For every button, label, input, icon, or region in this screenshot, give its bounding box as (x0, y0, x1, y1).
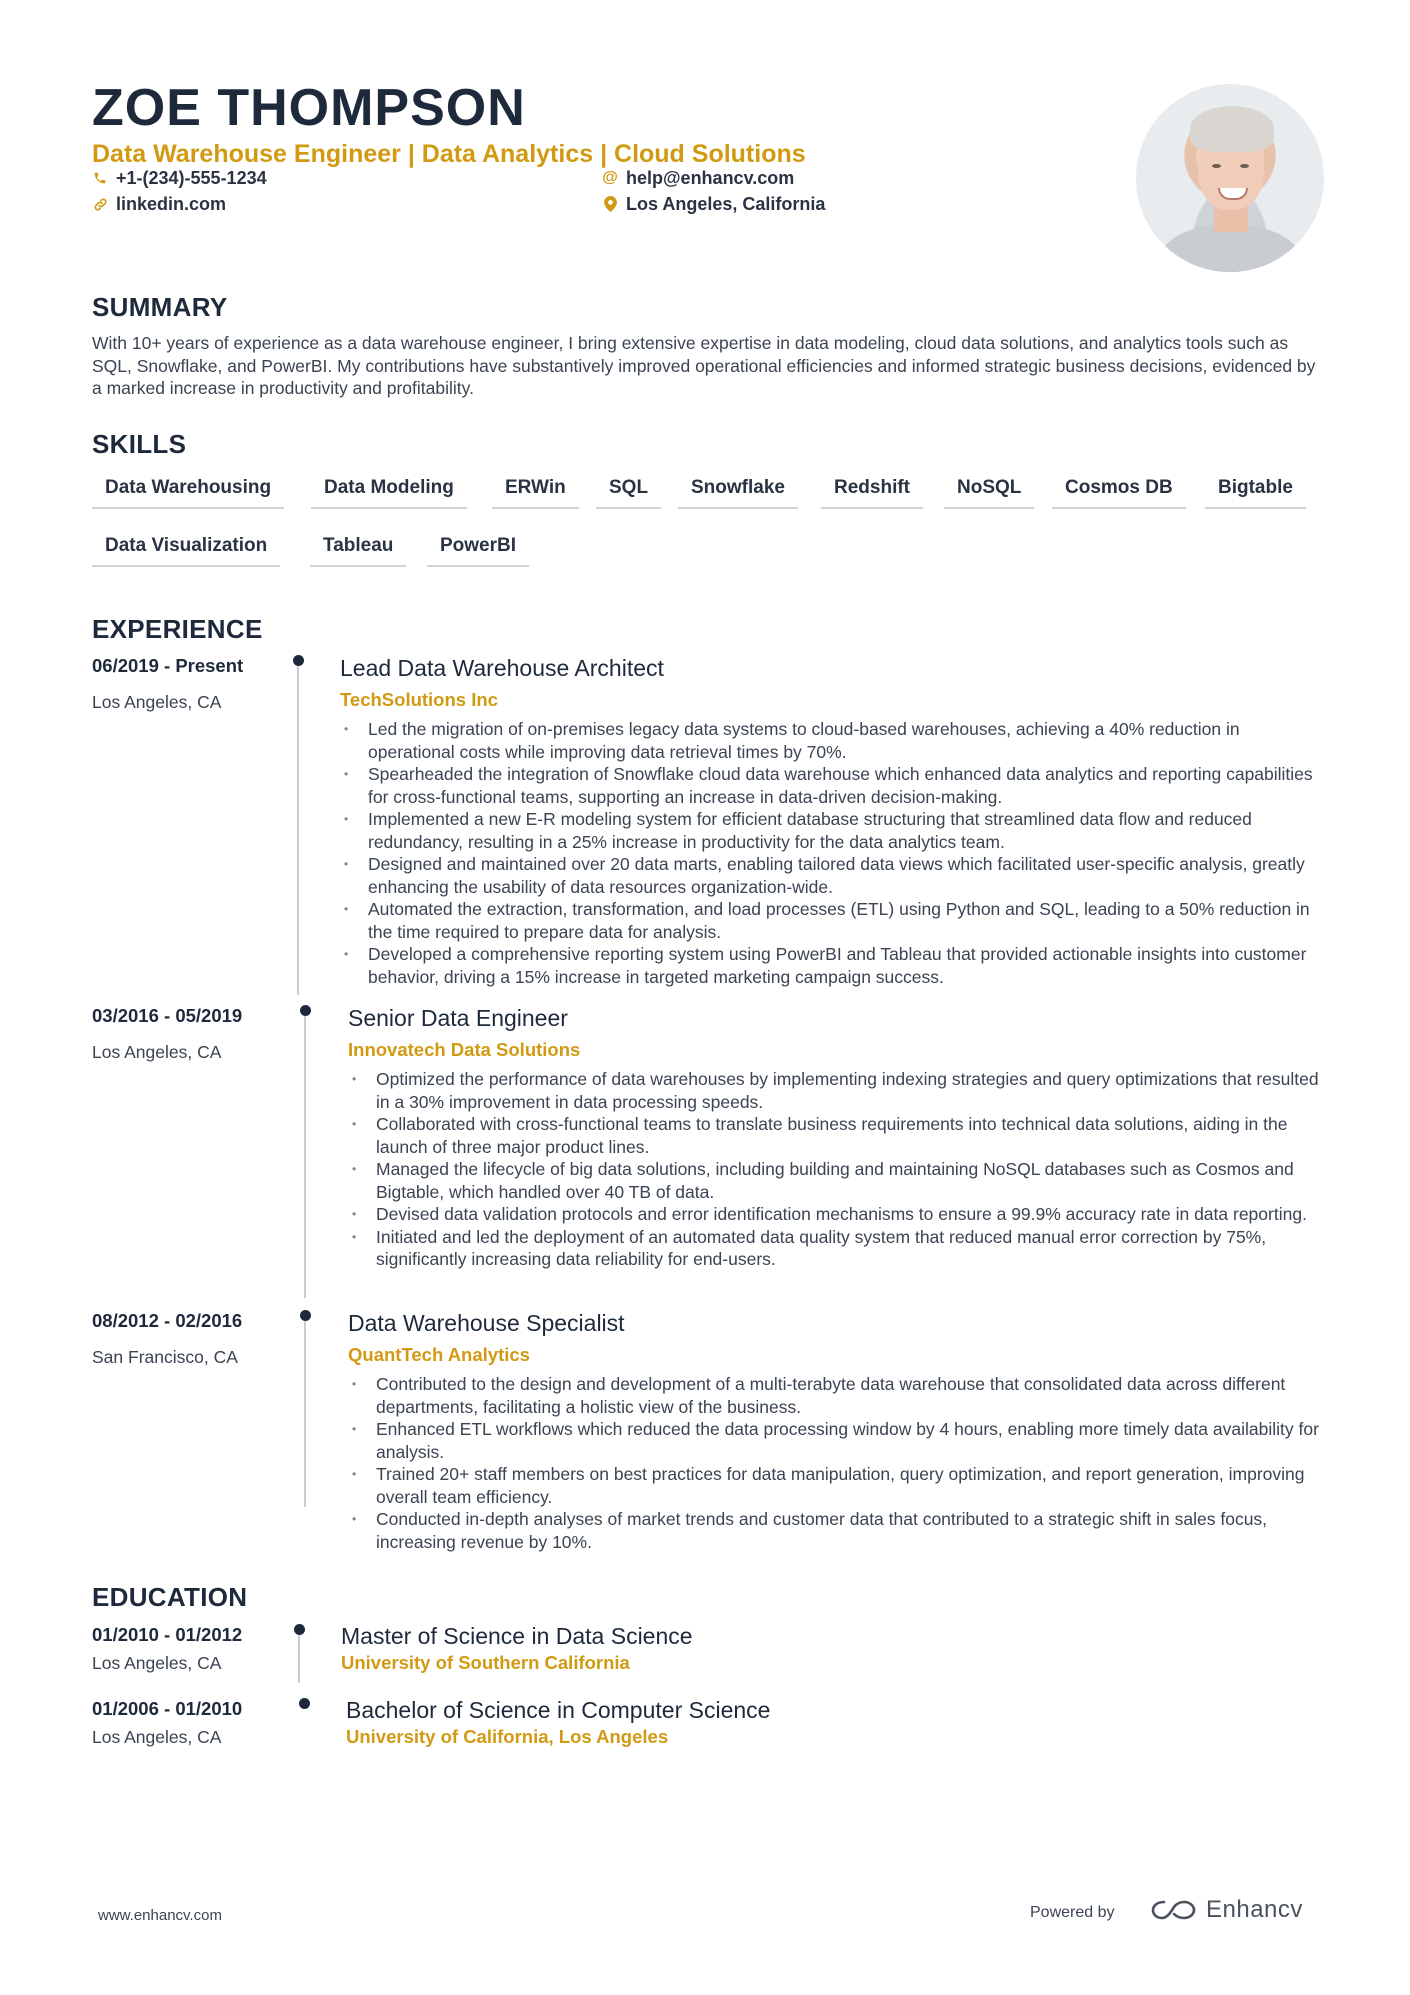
job-role: Lead Data Warehouse Architect (340, 655, 664, 681)
job-dates: 03/2016 - 05/2019 (92, 1005, 243, 1026)
list-item: • Enhanced ETL workflows which reduced the data processing window by 4 hours, enabling more timely data availability for analysis. (348, 1418, 1323, 1463)
candidate-headline: Data Warehouse Engineer | Data Analytics | Cloud Solutions (92, 140, 806, 168)
job-dates: 08/2012 - 02/2016 (92, 1310, 243, 1331)
list-item: • Automated the extraction, transformation, and load processes (ETL) using Python and SQL, leading to a 50% reduction in the time required to prepare data for analysis. (340, 898, 1315, 943)
job-bullets (348, 1373, 1323, 1553)
contact-linkedin (92, 192, 226, 216)
job-dates: 06/2019 - Present (92, 655, 244, 676)
job-location: Los Angeles, CA (92, 692, 222, 712)
timeline-dot (294, 1624, 305, 1635)
timeline-dot (299, 1698, 310, 1709)
skill-tag: Snowflake (678, 475, 798, 509)
timeline-line (304, 1321, 306, 1507)
list-item: • Spearheaded the integration of Snowflake cloud data warehouse which enhanced data analytics and reporting capabilities for cross-functional teams, supporting an increase in data-driven decision-making. (340, 763, 1315, 808)
summary-heading: SUMMARY (92, 292, 228, 322)
map-pin-icon (602, 196, 618, 212)
list-item: • Optimized the performance of data warehouses by implementing indexing strategies and query optimizations that resulted in a 30% improvement in data processing speeds. (348, 1068, 1323, 1113)
email-text[interactable]: help@enhancv.com (626, 168, 795, 188)
list-item: • Devised data validation protocols and error identification mechanisms to ensure a 99.9% accuracy rate in data reporting. (348, 1203, 1323, 1226)
skill-tag: Redshift (821, 475, 923, 509)
phone-text[interactable]: +1-(234)-555-1234 (116, 168, 267, 188)
skills-heading: SKILLS (92, 429, 187, 459)
list-item: • Managed the lifecycle of big data solutions, including building and maintaining NoSQL databases such as Cosmos and Bigtable, which handled over 40 TB of data. (348, 1158, 1323, 1203)
timeline-dot (300, 1005, 311, 1016)
timeline-line (304, 1016, 306, 1298)
contact-location (602, 192, 825, 216)
job-role: Data Warehouse Specialist (348, 1310, 625, 1336)
list-item: • Designed and maintained over 20 data marts, enabling tailored data views which facilitated user-specific analysis, greatly enhancing the usability of data resources organization-wide. (340, 853, 1315, 898)
skill-tag: PowerBI (427, 533, 529, 567)
list-item: • Conducted in-depth analyses of market trends and customer data that contributed to a strategic shift in sales focus, increasing revenue by 10%. (348, 1508, 1323, 1553)
contact-phone (92, 166, 267, 190)
education-school: University of Southern California (341, 1652, 630, 1673)
location-text: Los Angeles, California (626, 194, 826, 214)
skill-tag: Bigtable (1205, 475, 1306, 509)
experience-heading: EXPERIENCE (92, 614, 263, 644)
skill-tag: Data Modeling (311, 475, 467, 509)
summary-text: With 10+ years of experience as a data warehouse engineer, I bring extensive expertise in data modeling, cloud data solutions, and analytics tools such as SQL, Snowflake, and PowerBI. My contributions have substantively improved operational efficiencies and informed strategic business decisions, evidenced by a marked increase in productivity and profitability. (92, 333, 1316, 398)
brand-name: Enhancv (1206, 1896, 1303, 1923)
list-item: • Collaborated with cross-functional teams to translate business requirements into technical data solutions, aiding in the launch of three major product lines. (348, 1113, 1323, 1158)
education-heading: EDUCATION (92, 1582, 248, 1612)
list-item: • Developed a comprehensive reporting system using PowerBI and Tableau that provided actionable insights into customer behavior, driving a 15% increase in targeted marketing campaign success. (340, 943, 1315, 988)
job-company: Innovatech Data Solutions (348, 1039, 581, 1060)
education-degree: Master of Science in Data Science (341, 1623, 693, 1649)
skill-tag: SQL (596, 475, 661, 509)
education-location: Los Angeles, CA (92, 1727, 222, 1747)
phone-icon (92, 171, 108, 185)
link-icon (92, 197, 108, 212)
education-location: Los Angeles, CA (92, 1653, 222, 1673)
skill-tag: Data Warehousing (92, 475, 284, 509)
job-bullets (348, 1068, 1323, 1271)
job-role: Senior Data Engineer (348, 1005, 568, 1031)
skill-tag: Data Visualization (92, 533, 280, 567)
skill-tag: Tableau (310, 533, 406, 567)
profile-photo (1136, 84, 1324, 272)
skill-tag: ERWin (492, 475, 579, 509)
timeline-dot (293, 655, 304, 666)
list-item: • Implemented a new E-R modeling system for efficient database structuring that streamlined data flow and reduced redundancy, resulting in a 25% increase in productivity for the data analytics team. (340, 808, 1315, 853)
job-location: San Francisco, CA (92, 1347, 238, 1367)
list-item: • Trained 20+ staff members on best practices for data manipulation, query optimization, and report generation, improving overall team efficiency. (348, 1463, 1323, 1508)
enhancv-logo-icon (1150, 1897, 1198, 1923)
brand-logo (1150, 1896, 1303, 1924)
timeline-line (298, 1635, 300, 1683)
contact-email (602, 166, 794, 190)
list-item: • Initiated and led the deployment of an automated data quality system that reduced manual error correction by 75%, significantly increasing data reliability for end-users. (348, 1226, 1323, 1271)
skill-tag: Cosmos DB (1052, 475, 1186, 509)
list-item: • Led the migration of on-premises legacy data systems to cloud-based warehouses, achieving a 40% reduction in operational costs while improving data retrieval times by 70%. (340, 718, 1315, 763)
education-dates: 01/2006 - 01/2010 (92, 1698, 243, 1719)
education-degree: Bachelor of Science in Computer Science (346, 1697, 771, 1723)
skill-tag: NoSQL (944, 475, 1034, 509)
footer-url[interactable]: www.enhancv.com (98, 1907, 222, 1924)
education-school: University of California, Los Angeles (346, 1726, 669, 1747)
job-location: Los Angeles, CA (92, 1042, 222, 1062)
timeline-dot (300, 1310, 311, 1321)
powered-by-label: Powered by (1030, 1904, 1115, 1921)
education-dates: 01/2010 - 01/2012 (92, 1624, 243, 1645)
timeline-line (297, 666, 299, 995)
list-item: • Contributed to the design and development of a multi-terabyte data warehouse that consolidated data across different departments, facilitating a holistic view of the business. (348, 1373, 1323, 1418)
candidate-name: ZOE THOMPSON (92, 79, 526, 137)
at-icon: @ (602, 169, 618, 186)
linkedin-text[interactable]: linkedin.com (116, 194, 227, 214)
job-company: TechSolutions Inc (340, 689, 498, 710)
job-company: QuantTech Analytics (348, 1344, 530, 1365)
job-bullets (340, 718, 1315, 988)
